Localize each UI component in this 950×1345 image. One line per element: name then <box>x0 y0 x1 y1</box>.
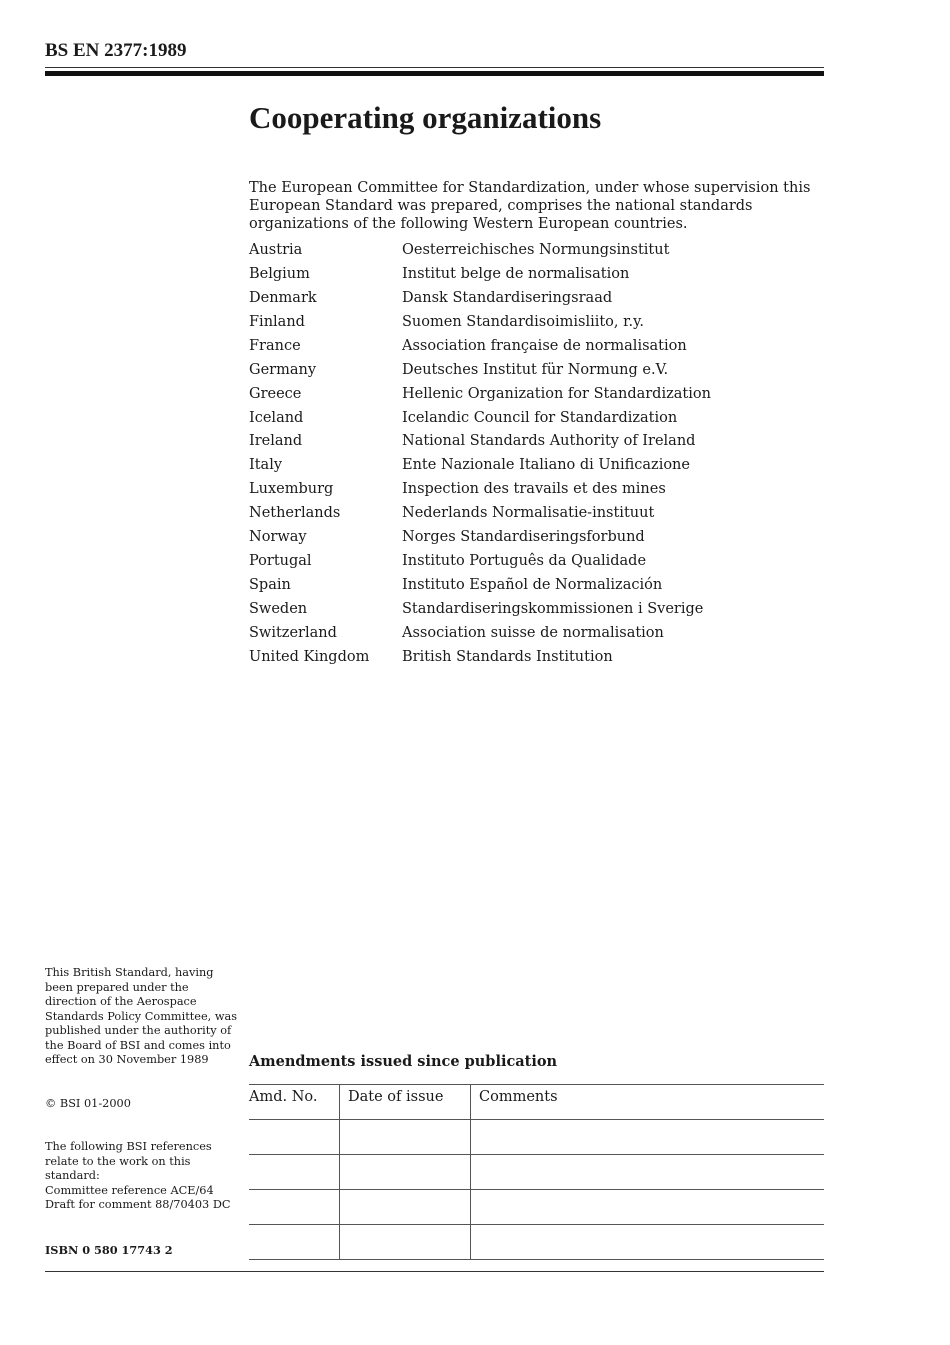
country-cell: Italy <box>249 457 283 474</box>
country-cell: Greece <box>249 385 302 402</box>
date-cell <box>340 1225 471 1260</box>
column-header-date-of-issue: Date of issue <box>340 1085 471 1120</box>
date-cell <box>340 1190 471 1225</box>
country-cell: Spain <box>249 577 291 594</box>
table-row <box>249 358 711 382</box>
date-cell <box>340 1155 471 1190</box>
country-cell: Luxemburg <box>249 481 334 498</box>
organization-cell: Nederlands Normalisatie-instituut <box>402 505 655 522</box>
table-row <box>249 334 711 358</box>
organization-cell: Ente Nazionale Italiano di Unificazione <box>402 457 690 474</box>
table-row <box>249 621 711 645</box>
footer-rule <box>45 1271 824 1272</box>
isbn: ISBN 0 580 17743 2 <box>45 1243 173 1257</box>
amendments-title: Amendments issued since publication <box>249 1053 558 1070</box>
country-cell: Switzerland <box>249 624 337 641</box>
copyright-note: © BSI 01-2000 <box>45 1097 131 1110</box>
column-header-amd-no: Amd. No. <box>249 1085 340 1120</box>
country-cell: Norway <box>249 529 307 546</box>
table-row <box>249 549 711 573</box>
organization-cell: Norges Standardiseringsforbund <box>402 529 645 546</box>
organization-cell: Oesterreichisches Normungsinstitut <box>402 241 670 258</box>
table-row <box>249 597 711 621</box>
table-row <box>249 1120 824 1155</box>
table-row <box>249 286 711 310</box>
organization-cell: Institut belge de normalisation <box>402 265 630 282</box>
organization-cell: Icelandic Council for Standardization <box>402 409 678 426</box>
country-cell: Ireland <box>249 433 303 450</box>
organizations-table <box>249 238 711 669</box>
table-row <box>249 501 711 525</box>
organization-cell: National Standards Authority of Ireland <box>402 433 696 450</box>
table-row <box>249 645 711 669</box>
table-row <box>249 238 711 262</box>
organization-cell: Instituto Português da Qualidade <box>402 553 647 570</box>
comments-cell <box>471 1120 825 1155</box>
organization-cell: Deutsches Institut für Normung e.V. <box>402 361 669 378</box>
document-id: BS EN 2377:1989 <box>45 40 187 61</box>
table-row <box>249 1190 824 1225</box>
country-cell: Germany <box>249 361 317 378</box>
organization-cell: Hellenic Organization for Standardization <box>402 385 711 402</box>
table-row <box>249 382 711 406</box>
page-title: Cooperating organizations <box>249 100 602 135</box>
amd-no-cell <box>249 1155 340 1190</box>
table-row <box>249 430 711 454</box>
country-cell: Portugal <box>249 553 312 570</box>
organization-cell: Standardiseringskommissionen i Sverige <box>402 601 704 618</box>
table-row <box>249 477 711 501</box>
table-row <box>249 525 711 549</box>
table-row <box>249 573 711 597</box>
country-cell: Iceland <box>249 409 304 426</box>
comments-cell <box>471 1225 825 1260</box>
table-row <box>249 262 711 286</box>
header-rule-thick <box>45 71 824 76</box>
date-cell <box>340 1120 471 1155</box>
organization-cell: Dansk Standardiseringsraad <box>402 289 613 306</box>
country-cell: France <box>249 337 301 354</box>
organization-cell: Inspection des travails et des mines <box>402 481 666 498</box>
organization-cell: Suomen Standardisoimisliito, r.y. <box>402 313 644 330</box>
country-cell: Austria <box>249 241 303 258</box>
country-cell: Belgium <box>249 265 310 282</box>
organization-cell: Instituto Español de Normalización <box>402 577 663 594</box>
amendments-header-row <box>249 1085 824 1120</box>
draft-reference: Draft for comment 88/70403 DC <box>45 1198 231 1211</box>
publication-note: This British Standard, having been prepared under the direction of the Aerospace Standards Policy Committee, was published under the authority of the Board of BSI and comes into effect on 30 November 1989 <box>45 966 238 1066</box>
amd-no-cell <box>249 1225 340 1260</box>
comments-cell <box>471 1155 825 1190</box>
amendments-table <box>249 1084 824 1260</box>
organization-cell: British Standards Institution <box>402 648 613 665</box>
table-row <box>249 310 711 334</box>
table-row <box>249 406 711 430</box>
committee-reference: Committee reference ACE/64 <box>45 1183 214 1197</box>
comments-cell <box>471 1190 825 1225</box>
organization-cell: Association suisse de normalisation <box>402 624 664 641</box>
organization-cell: Association française de normalisation <box>402 337 687 354</box>
table-row <box>249 453 711 477</box>
column-header-comments: Comments <box>471 1085 825 1120</box>
country-cell: Sweden <box>249 601 308 618</box>
references-note <box>45 1140 240 1213</box>
table-row <box>249 1155 824 1190</box>
country-cell: United Kingdom <box>249 648 370 665</box>
references-intro: The following BSI references relate to the work on this standard: <box>45 1140 212 1182</box>
intro-paragraph: The European Committee for Standardization, under whose supervision this European Standard was prepared, comprises the national standards organizations of the following Western European countries. <box>249 180 811 232</box>
table-row <box>249 1225 824 1260</box>
header-rule-thin <box>45 67 824 68</box>
amd-no-cell <box>249 1190 340 1225</box>
country-cell: Denmark <box>249 289 317 306</box>
amd-no-cell <box>249 1120 340 1155</box>
country-cell: Netherlands <box>249 505 341 522</box>
country-cell: Finland <box>249 313 305 330</box>
